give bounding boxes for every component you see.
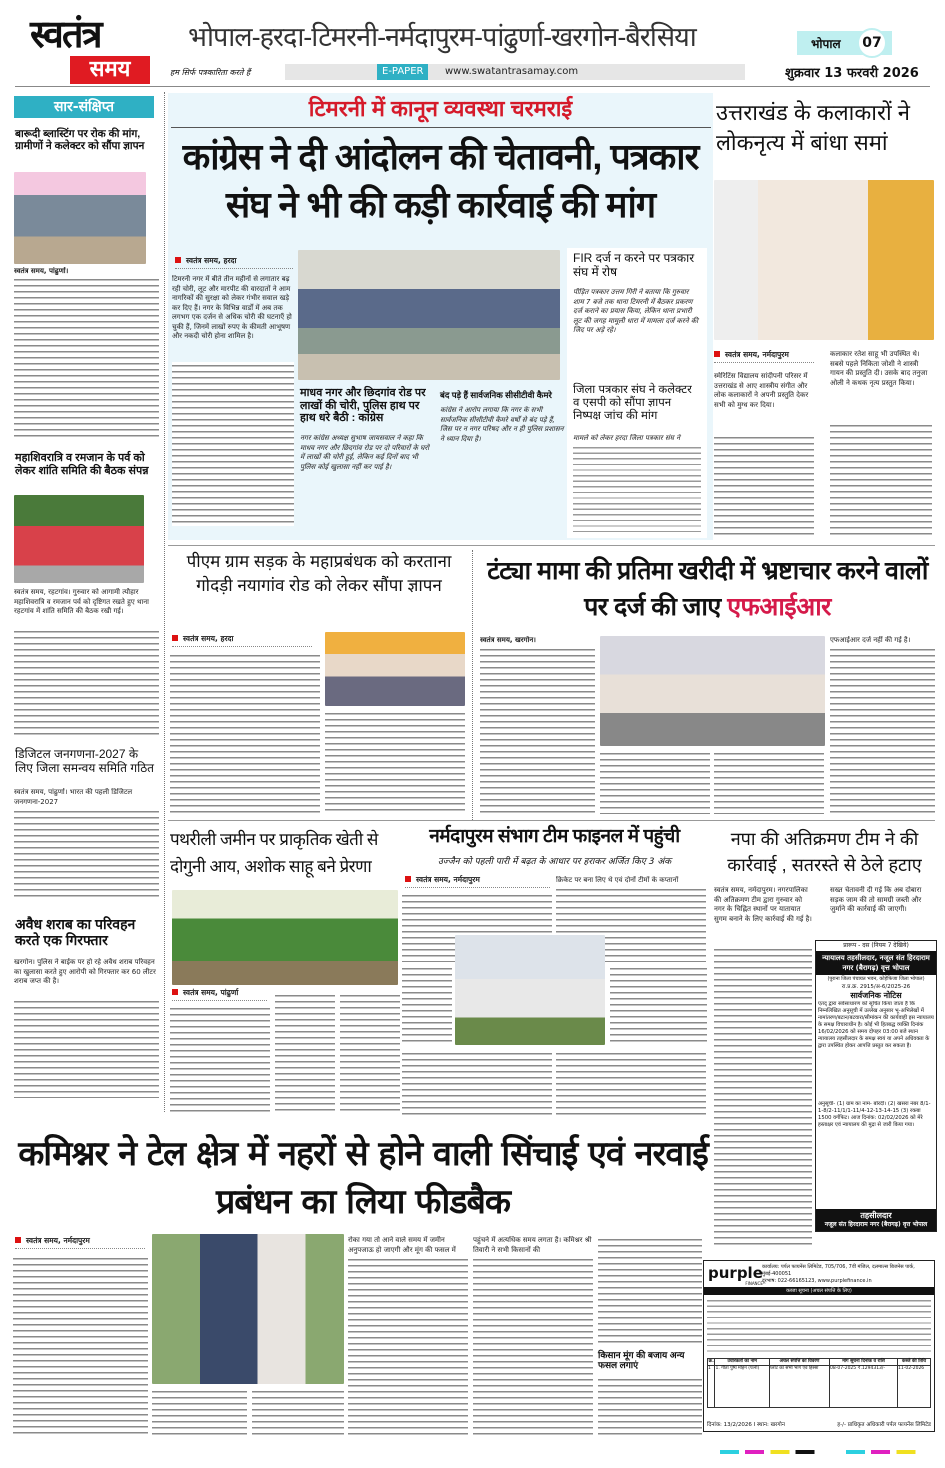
lead-sub2-body: कांग्रेस ने आरोप लगाया कि नगर के सभी सार्वजनिक सीसीटीवी कैमरे वर्षों से बंद पड़े हैं, जिस पर न नगर परिषद और न ही पुलिस प्रशासन ने ध्यान दिया है। [440, 406, 564, 443]
edition-title: भोपाल-हरदा-टिमरनी-नर्मदापुरम-पांढुर्णा-खरगोन-बैरसिया [188, 22, 696, 52]
notice-signature [816, 1209, 936, 1231]
brief-2-body [14, 628, 159, 738]
cricket-body-3 [402, 965, 452, 1045]
masthead [0, 0, 945, 88]
lead-photo [298, 250, 560, 380]
lead-body: टिमरनी नगर में बीते तीन महीनों से लगातार बढ़ रही चोरी, लूट और मारपीट की वारदातों ने आम नागरिकों की सुरक्षा को लेकर गंभीर सवाल खड़े कर दिए हैं। नगर के विभिन्न वार्डों में अब तक लगभग एक दर्जन से अधिक चोरी की घटनाएँ हो चुकी हैं, जिनमें लाखों रुपए के कीमती आभूषण और नकदी चोरी होना शामिल है। [172, 275, 292, 340]
cricket-headline: नर्मदापुरम संभाग टीम फाइनल में पहुंची [429, 826, 680, 847]
brief-3-body [14, 808, 159, 900]
th: कब्जे की तिथि [898, 1359, 931, 1366]
fir-headline: FIR दर्ज न करने पर पत्रकार संघ में रोष [573, 251, 695, 279]
logo-top: स्वतंत्र [30, 11, 101, 56]
purple-title: कब्जा सूचना (अचल संपत्ति के लिए) [704, 1287, 934, 1295]
pm-road-photo [325, 632, 465, 706]
lead-sub2: बंद पड़े हैं सार्वजनिक सीसीटीवी कैमरे [440, 390, 552, 400]
bottom-col2-lead: पहुंचने में अत्यधिक समय लगता है। कमिश्नर श्री तिवारी ने सभी किसानों की [473, 1236, 592, 1254]
pm-road-byline: स्वतंत्र समय, हरदा [172, 634, 312, 647]
brief-2-photo [14, 495, 144, 583]
fir-box [567, 248, 707, 538]
td: 1 [708, 1366, 715, 1408]
epaper-label[interactable]: E-PAPER [377, 64, 428, 80]
lead-headline: कांग्रेस ने दी आंदोलन की चेतावनी, पत्रकार संघ ने भी की कड़ी कार्रवाई की मांग [182, 136, 699, 225]
farming-headline: पथरीली जमीन पर प्राकृतिक खेती से दोगुनी आय, अशोक साहू बने प्रेरणा [170, 830, 378, 876]
bottom-body-1 [13, 1255, 148, 1435]
fir-body: पीड़ित पत्रकार उत्तम गिरी ने बताया कि गुरुवार शाम 7 बजे तक थाना टिमरनी में बैठकर प्रकरण दर्ज कराने का प्रयास किया, लेकिन थाना प्रभारी लूट की जगह मामूली धारा में मामला दर्ज करने की जिद पर अड़े रहे। [573, 288, 699, 334]
page-number: 07 [857, 28, 887, 58]
culture-byline: स्वतंत्र समय, नर्मदापुरम [714, 350, 814, 363]
th: अचल संपत्ति का विवरण [769, 1359, 829, 1366]
sidebar-divider [164, 92, 165, 1112]
tagline: हम सिर्फ पत्रकारिता करते हैं [170, 68, 251, 77]
brief-1-headline: बारूदी ब्लास्टिंग पर रोक की मांग, ग्रामीणों ने कलेक्टर को सौंपा ज्ञापन [15, 128, 145, 153]
purple-table [707, 1358, 931, 1408]
culture-body-1-cont [714, 434, 814, 538]
purple-footer-date: दिनांक: 13/2/2026 I स्थान: खरगोन [707, 1421, 785, 1428]
purple-phone: दूरभाष: 022-66165123, www.purplefinance.in [762, 1278, 872, 1284]
divider-pm [472, 550, 473, 820]
tantya-lead: स्वतंत्र समय, खरगोन। [480, 636, 536, 644]
td: प्लॉट का सभी भाग एवं हिस्सा [769, 1366, 829, 1408]
brief-1-lead: स्वतंत्र समय, पांढुर्णा। [14, 267, 69, 275]
napa-body-1-cont [714, 946, 812, 1246]
row-rule-2 [168, 820, 935, 821]
bottom-body-4 [348, 1256, 468, 1436]
lead-sub1-body: नगर कांग्रेस अध्यक्ष सुभाष जायसवाल ने कहा कि माधव नगर और छिदगांव रोड पर दो परिवारों के घरों में लाखों की चोरी हुई, लेकिन कई दिनों बाद भी पुलिस कोई खुलासा नहीं कर पाई है। [300, 434, 430, 471]
tantya-photo [600, 636, 825, 746]
notice-form: प्रारूप - दस (नियम 7 देखिये) [843, 942, 909, 949]
th: मांग सूचना दिनांक व राशि [830, 1359, 898, 1366]
edition-name: भोपाल [811, 37, 841, 51]
journalists-body: मामले को लेकर हरदा जिला पत्रकार संघ ने [573, 434, 681, 442]
tantya-body-4 [830, 646, 935, 814]
napa-headline: नपा की अतिक्रमण टीम ने की कार्रवाई , सतरस्ते से ठेले हटाए [727, 829, 922, 875]
brief-1-body [14, 276, 159, 440]
purple-footer-sign: ह-/- प्राधिकृत अधिकारी पर्पल फायनेंस लिमिटेड [837, 1421, 931, 1428]
bottom-body-6 [598, 1236, 702, 1346]
bottom-photo [152, 1234, 344, 1384]
farming-photo [172, 890, 398, 985]
lead-body-cont [172, 362, 294, 526]
purple-address: कार्यालय: पर्पल फायनेंस लिमिटेड, 705/706, 7वीं मंजिल, दलमाल्स बिजनेस पार्क, मुंबई-400051 [762, 1264, 915, 1277]
notice-court: न्यायालय तहसीलदार, नजूल संत हिरदाराम नगर (बैरागढ़) वृत्त भोपाल [816, 951, 936, 975]
tantya-headline-main: टंट्या मामा की प्रतिमा खरीदी में भ्रष्टाचार करने वालों पर दर्ज की जाए [487, 557, 928, 621]
sidebar-section-header: सार-संक्षिप्त [14, 96, 154, 118]
culture-body-2: कलाकार रतेश साहू भी उपस्थित थे। सबसे पहले निकिता जोशी ने शास्त्री गायन की प्रस्तुति दी। उसके बाद तनुजा ओली ने कथक नृत्य प्रस्तुत किया। [830, 350, 928, 387]
notice-sign-2: नजूल संत हिरदाराम नगर (बैरागढ़) वृत्त भोपाल [824, 1221, 928, 1228]
journalists-body-cont [573, 444, 701, 532]
cricket-body-6 [556, 1050, 706, 1116]
brief-2-headline: महाशिवरात्रि व रमजान के पर्व को लेकर शांति समिति की बैठक संपन्न [15, 452, 149, 477]
brief-4-body [14, 998, 159, 1098]
notice-case: रा.प्र.क्र. 2915/अ-6/2025-26 [841, 984, 911, 990]
cricket-body-5 [402, 1050, 552, 1116]
napa-body-2: सख्त चेतावनी दी गई कि अब दोबारा सड़क जाम की तो सामग्री जब्ती और जुर्माने की कार्रवाई की जाएगी। [830, 886, 922, 913]
cricket-byline: स्वतंत्र समय, नर्मदापुरम [405, 875, 550, 888]
brief-2-lead: स्वतंत्र समय, रहटगांव। गुरुवार को आगामी त्यौहार महाशिवरात्रि व रमजान पर्व को दृष्टिगत रखते हुए थाना रहटगांव में शांति समिति की बैठक रखी गई। [14, 588, 149, 615]
bottom-headline: कमिश्नर ने टेल क्षेत्र में नहरों से होने वाली सिंचाई एवं नरवाई प्रबंधन का लिया फीडबैक [18, 1134, 708, 1222]
td: 08-07-2025 ₹.1294313/- [830, 1366, 898, 1408]
tantya-body-2 [600, 750, 710, 814]
notice-title: सार्वजनिक नोटिस [850, 991, 902, 1000]
lead-kicker: टिमरनी में कानून व्यवस्था चरमराई [308, 96, 573, 121]
notice-sign-1: तहसीलदार [860, 1211, 892, 1220]
notice-schedule: अनुसूची- (1) ग्राम का नाम- बोरदी। (2) खसरा नंबर 8/1-1-8/2-11/1/1-11/4-12-13-14-15 (3) रकबा 1500 वर्गफिट। आज दिनांक: 02/02/2026 को मेरे हस्ताक्षर एवं न्यायालय की मुद्रा से जारी किया गया। [818, 1101, 931, 1128]
notice-body: एतद् द्वारा सर्वसाधारण को सूचित किया जाता है कि निम्नलिखित अनुसूची में उल्लेख अनुसार भू-अभिलेखों में नामांतरण/बटान/बटवारा/सीमांकन की कार्यवाही इस न्यायालय के समक्ष विचाराधीन है। कोई भी हितबद्ध व्यक्ति दिनांक 16/02/2026 को समय दोपहर 03:00 बजे स्थान न्यायालय तहसीलदार के समक्ष स्वयं या अपने अधिवक्ता के द्वारा उपस्थित होकर आपत्ति प्रस्तुत कर सकता है। [818, 1001, 934, 1049]
kicker-rule [171, 127, 711, 128]
bottom-byline: स्वतंत्र समय, नर्मदापुरम [15, 1236, 145, 1249]
farming-byline: स्वतंत्र समय, पांढुर्णा [172, 988, 267, 1001]
notice-court-sub: (पुराना जिला पंचायत भवन, कोहेफिजा जिला भोपाल) [827, 976, 925, 982]
purple-finance-ad [703, 1260, 935, 1432]
print-color-bars [720, 1450, 930, 1454]
farming-body-1 [170, 1005, 270, 1115]
culture-headline: उत्तराखंड के कलाकारों ने लोकनृत्य में बांधा समां [716, 100, 910, 155]
pm-road-body-1 [170, 652, 320, 815]
farming-body-3 [340, 992, 400, 1115]
bottom-body-3 [252, 1388, 344, 1436]
purple-logo [708, 1265, 763, 1288]
bottom-subhead: किसान मूंग की बजाय अन्य फसल लगाएं [598, 1350, 685, 1371]
tantya-headline-fir: एफआईआर [727, 593, 831, 621]
bottom-body-7 [598, 1376, 702, 1436]
cricket-photo [455, 935, 605, 1045]
culture-body-2-cont [830, 422, 932, 538]
brief-4-headline: अवैध शराब का परिवहन करते एक गिरफ्तार [15, 916, 136, 949]
journalists-headline: जिला पत्रकार संघ ने कलेक्टर व एसपी को सौंपा ज्ञापन निष्पक्ष जांच की मांग [573, 384, 692, 423]
masthead-rule [15, 86, 930, 87]
bottom-body-2 [152, 1388, 247, 1436]
pm-road-headline: पीएम ग्राम सड़क के महाप्रबंधक को करताना गोदड़ी नयागांव रोड को लेकर सौंपा ज्ञापन [186, 552, 452, 595]
date: शुक्रवार 13 फरवरी 2026 [785, 66, 919, 81]
brief-3-lead: स्वतंत्र समय, पांढुर्णा। भारत की पहली डिजिटल जनगणना-2027 [14, 788, 133, 806]
purple-brand: purple [708, 1264, 763, 1282]
td: 11-02-2026 [898, 1366, 931, 1408]
pm-road-body-2 [325, 710, 465, 814]
td: 1. गीता पुष्प मोहन (पत्नी) [715, 1366, 769, 1408]
bottom-body-5 [473, 1256, 593, 1436]
edition-badge [797, 31, 892, 55]
website-link[interactable]: www.swatantrasamay.com [445, 66, 579, 77]
th: क्र. [708, 1359, 714, 1364]
brief-4-lead: खरगोन। पुलिस ने बाईक पर हो रहे अवैध शराब परिवहन का खुलासा करते हुए आरोपी को गिरफ्तार कर 60 लीटर शराब जप्त की है। [14, 958, 156, 985]
brief-1-photo [14, 172, 146, 264]
napa-body-1: स्वतंत्र समय, नर्मदापुरम। नगरपालिका की अतिक्रमण टीम द्वारा गुरुवार को नगर के चिह्नित स्थानों पर यातायात सुगम बनाने के लिए कार्रवाई की गई है। [714, 886, 812, 923]
cricket-subhead: उज्जैन को पहली पारी में बढ़त के आधार पर हराकर अर्जित किए 3 अंक [437, 857, 672, 867]
cricket-body-4 [610, 965, 707, 1045]
th: उधारकर्ता का नाम [715, 1359, 769, 1366]
tantya-right-lead: एफआईआर दर्ज नहीं की गई है। [830, 636, 911, 644]
lead-byline: स्वतंत्र समय, हरदा [175, 256, 293, 269]
lead-sub1: माधव नगर और छिदगांव रोड पर लाखों की चोरी, पुलिस हाथ पर हाथ धरे बैठी : कांग्रेस [300, 387, 426, 425]
cricket-body-lead: क्रिकेट पर बना लिए थे एवं दोनों टीमों के कप्तानों [556, 876, 679, 884]
bottom-col-lead: रोका गया तो आने वाले समय में जमीन अनुपजाऊ हो जाएगी और मूंग की फसल में [348, 1236, 456, 1254]
culture-photo [714, 180, 934, 340]
logo-bottom: समय [70, 56, 150, 84]
brief-3-headline: डिजिटल जनगणना-2027 के लिए जिला समन्वय समिति गठित [15, 747, 155, 775]
farming-body-2 [275, 992, 335, 1115]
tantya-body-1 [480, 646, 595, 814]
culture-body-1: स्मेरिटिंस विद्यालय सांदीपनी परिसर में उत्तराखंड से आए शास्त्रीय संगीत और लोक कलाकारों ने अपनी प्रस्तुति देकर सभी को मुग्ध कर दिया। [714, 372, 809, 409]
epaper-bar [285, 64, 745, 80]
tantya-body-3 [714, 750, 824, 814]
purple-brand-sub: FINANCE [745, 1281, 763, 1286]
purple-body [707, 1297, 931, 1355]
row-rule-1 [168, 545, 935, 546]
tantya-headline [480, 553, 935, 625]
court-notice [815, 940, 937, 1232]
